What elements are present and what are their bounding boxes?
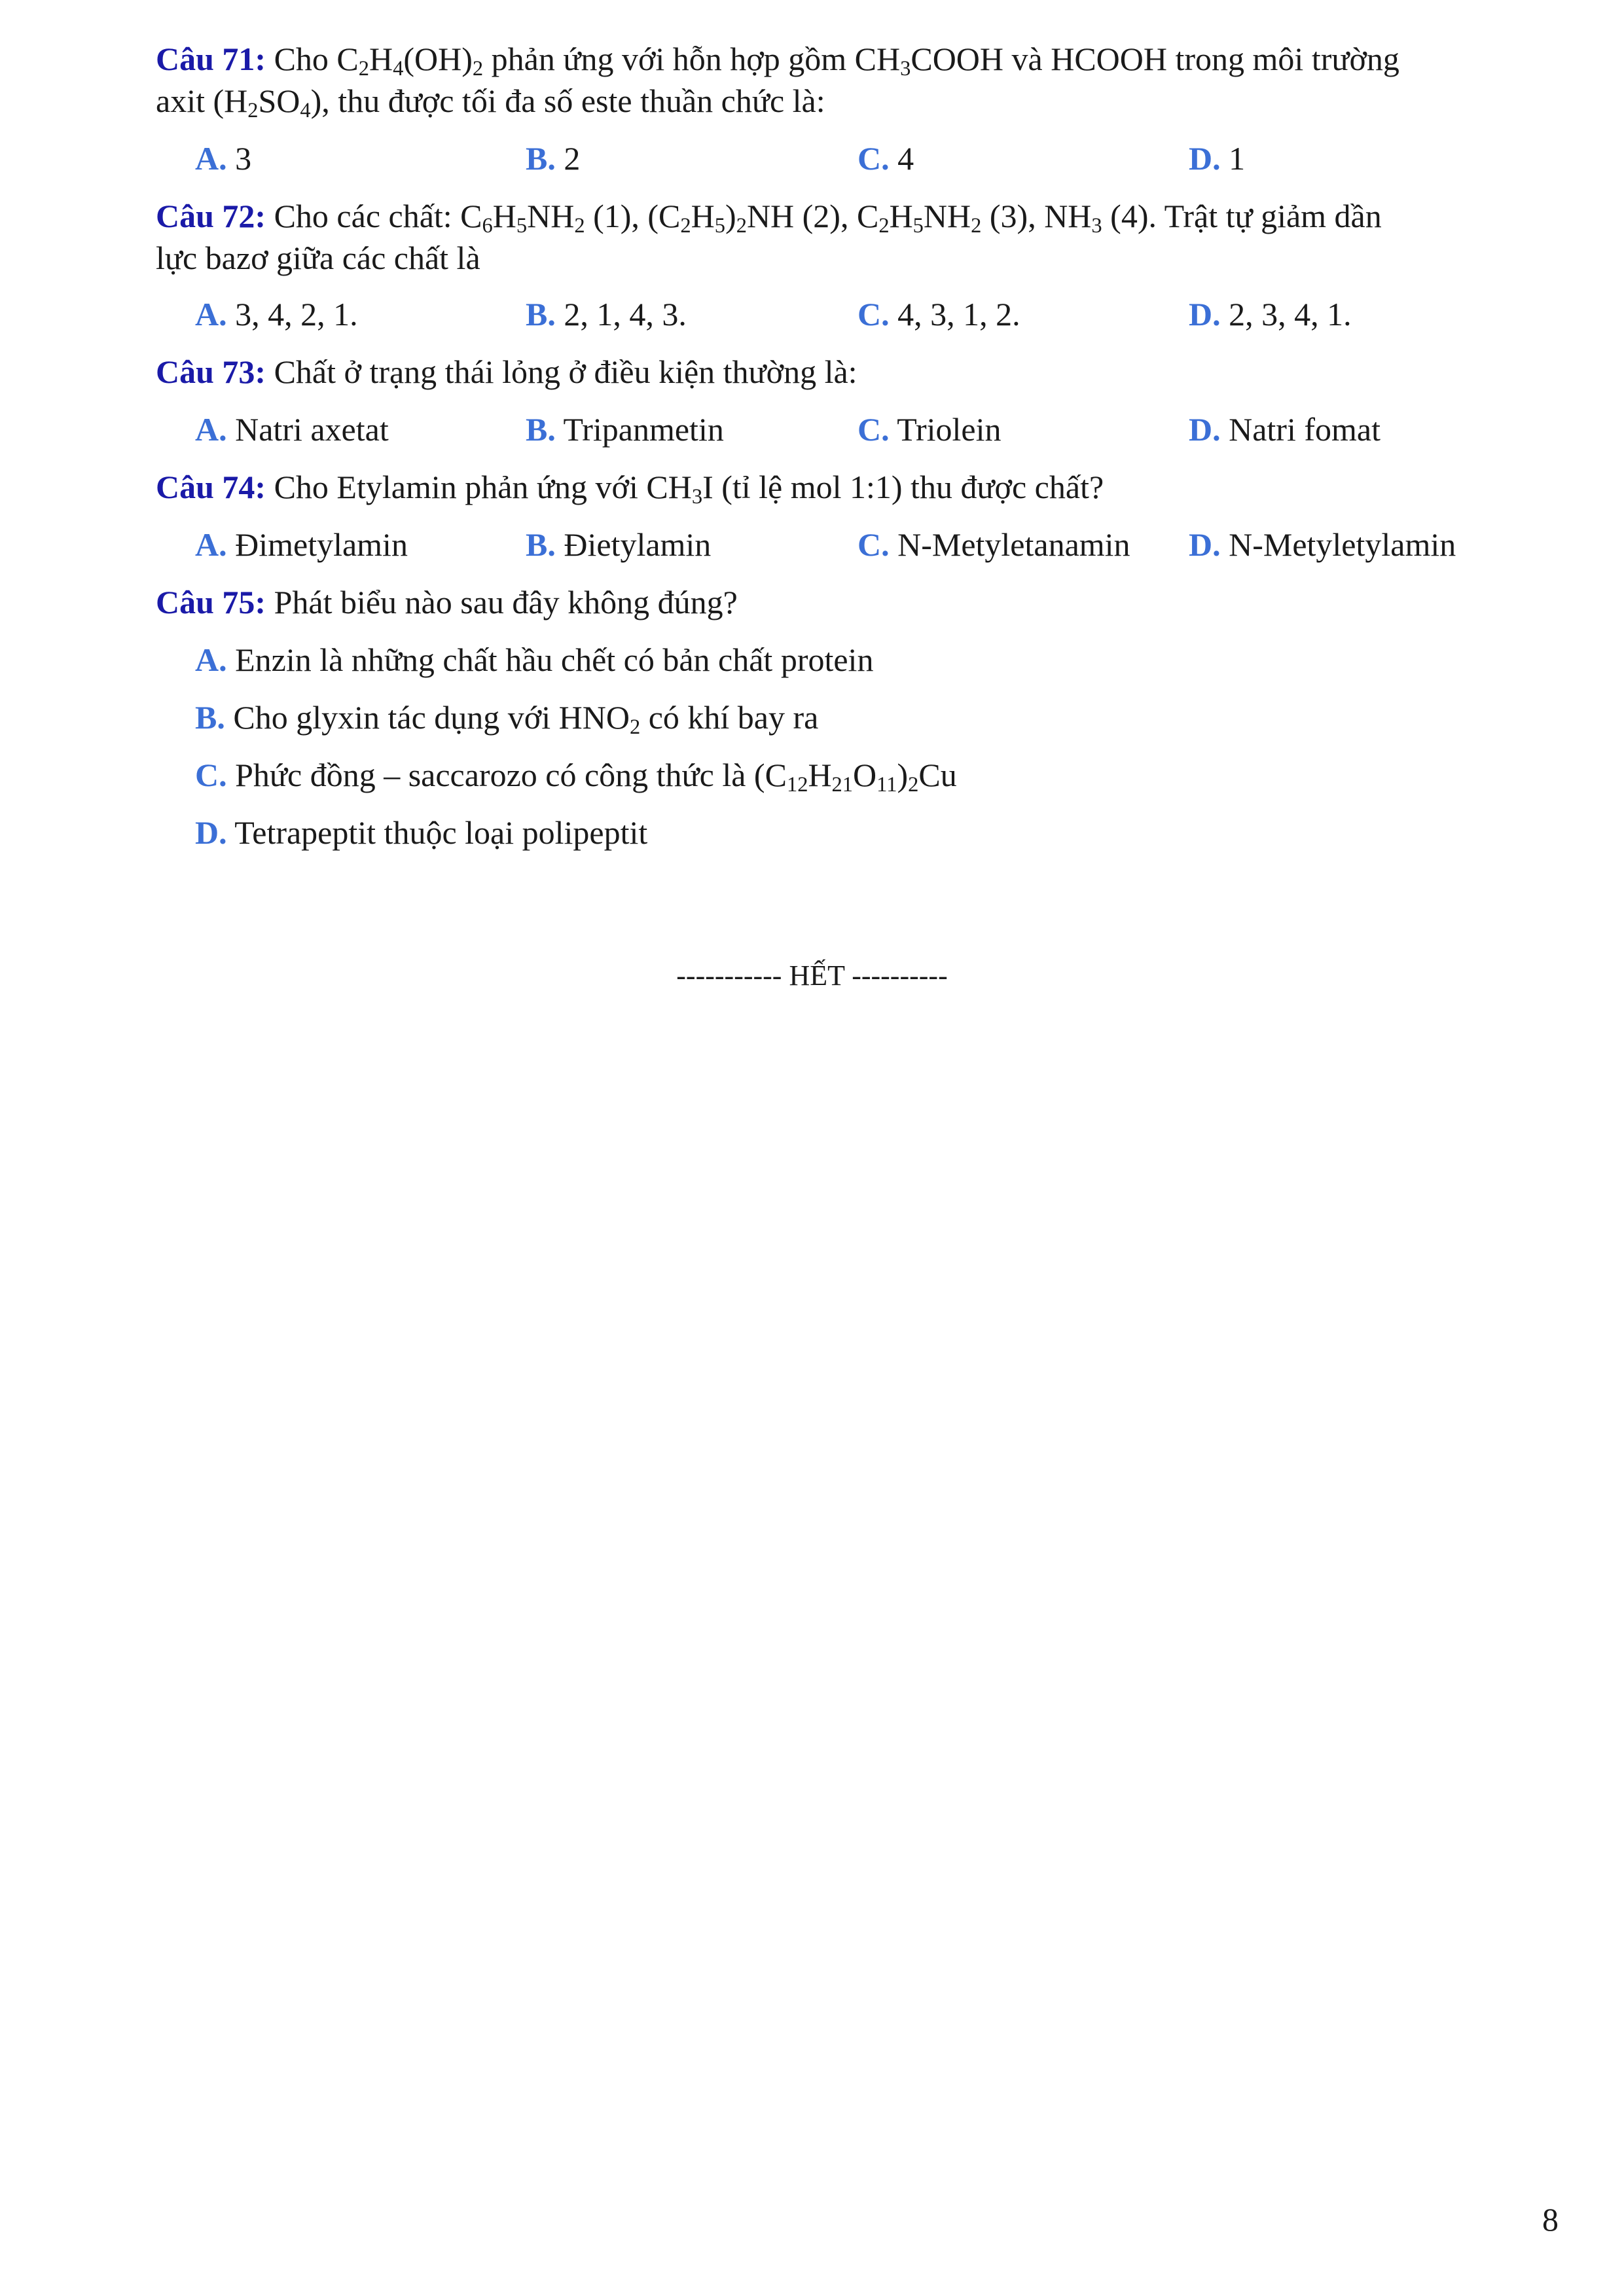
question-label: Câu 71: <box>156 41 266 77</box>
option-b[interactable]: B. 2, 1, 4, 3. <box>526 296 687 332</box>
option-d[interactable]: D. Natri fomat <box>1189 411 1380 448</box>
question-text: Phát biểu nào sau đây không đúng? <box>266 584 738 620</box>
option-a[interactable]: A. Đimetylamin <box>195 526 408 563</box>
option-b[interactable]: B. 2 <box>526 140 581 177</box>
question-label: Câu 74: <box>156 469 266 505</box>
question-text: Chất ở trạng thái lỏng ở điều kiện thường là: <box>266 353 857 390</box>
option-c[interactable]: C. N-Metyletanamin <box>857 526 1130 563</box>
question-label: Câu 75: <box>156 584 266 620</box>
question-72 <box>156 195 1551 279</box>
question-72-line-1: Câu 72: Cho các chất: $C_6H_5NH_2$ (1), $(C_2H_5)_2NH$ (2), $C_2H_5NH_2$ (3), $NH_3$ (4). Trật tự giảm dần <box>156 198 1382 238</box>
option-d[interactable]: D. 2, 3, 4, 1. <box>1189 296 1352 332</box>
option-c[interactable]: C. 4, 3, 1, 2. <box>857 296 1020 332</box>
option-c[interactable]: C. 4 <box>857 140 914 177</box>
question-label: Câu 72: <box>156 198 266 234</box>
option-d[interactable]: D. 1 <box>1189 140 1246 177</box>
question-73 <box>156 351 1551 393</box>
option-a[interactable]: A. 3 <box>195 140 252 177</box>
question-74: Câu 74: Cho Etylamin phản ứng với $CH_3I$ (tỉ lệ mol 1:1) thu được chất? <box>156 469 1104 509</box>
option-a[interactable]: A. Enzin là những chất hầu chết có bản chất protein <box>195 641 874 678</box>
option-d[interactable]: D. Tetrapeptit thuộc loại polipeptit <box>195 814 648 851</box>
option-a[interactable]: A. Natri axetat <box>195 411 389 448</box>
option-a[interactable]: A. 3, 4, 2, 1. <box>195 296 358 332</box>
page-number: 8 <box>1542 2201 1559 2238</box>
question-72-line-2: lực bazơ giữa các chất là <box>156 240 480 276</box>
option-b[interactable]: B. Đietylamin <box>526 526 712 563</box>
question-75 <box>156 581 1551 623</box>
option-b[interactable]: B. Cho glyxin tác dụng với $HNO_2$ có khí bay ra <box>195 699 819 740</box>
option-c[interactable]: C. Phức đồng – saccarozo có công thức là $(C_{12}H_{21}O_{11})_2Cu$ <box>195 757 957 797</box>
question-71 <box>156 38 1551 122</box>
option-c[interactable]: C. Triolein <box>857 411 1001 448</box>
question-71-line-2: axit $(H_2SO_4)$, thu được tối đa số este thuần chức là: <box>156 82 825 123</box>
question-label: Câu 73: <box>156 353 266 390</box>
end-marker: ----------- HẾT ---------- <box>676 960 948 992</box>
question-71-line-1: Câu 71: Cho $C_2H_4(OH)_2$ phản ứng với hỗn hợp gồm $CH_3COOH$ và HCOOH trong môi trường <box>156 41 1399 81</box>
option-b[interactable]: B. Tripanmetin <box>526 411 724 448</box>
option-d[interactable]: D. N-Metyletylamin <box>1189 526 1456 563</box>
